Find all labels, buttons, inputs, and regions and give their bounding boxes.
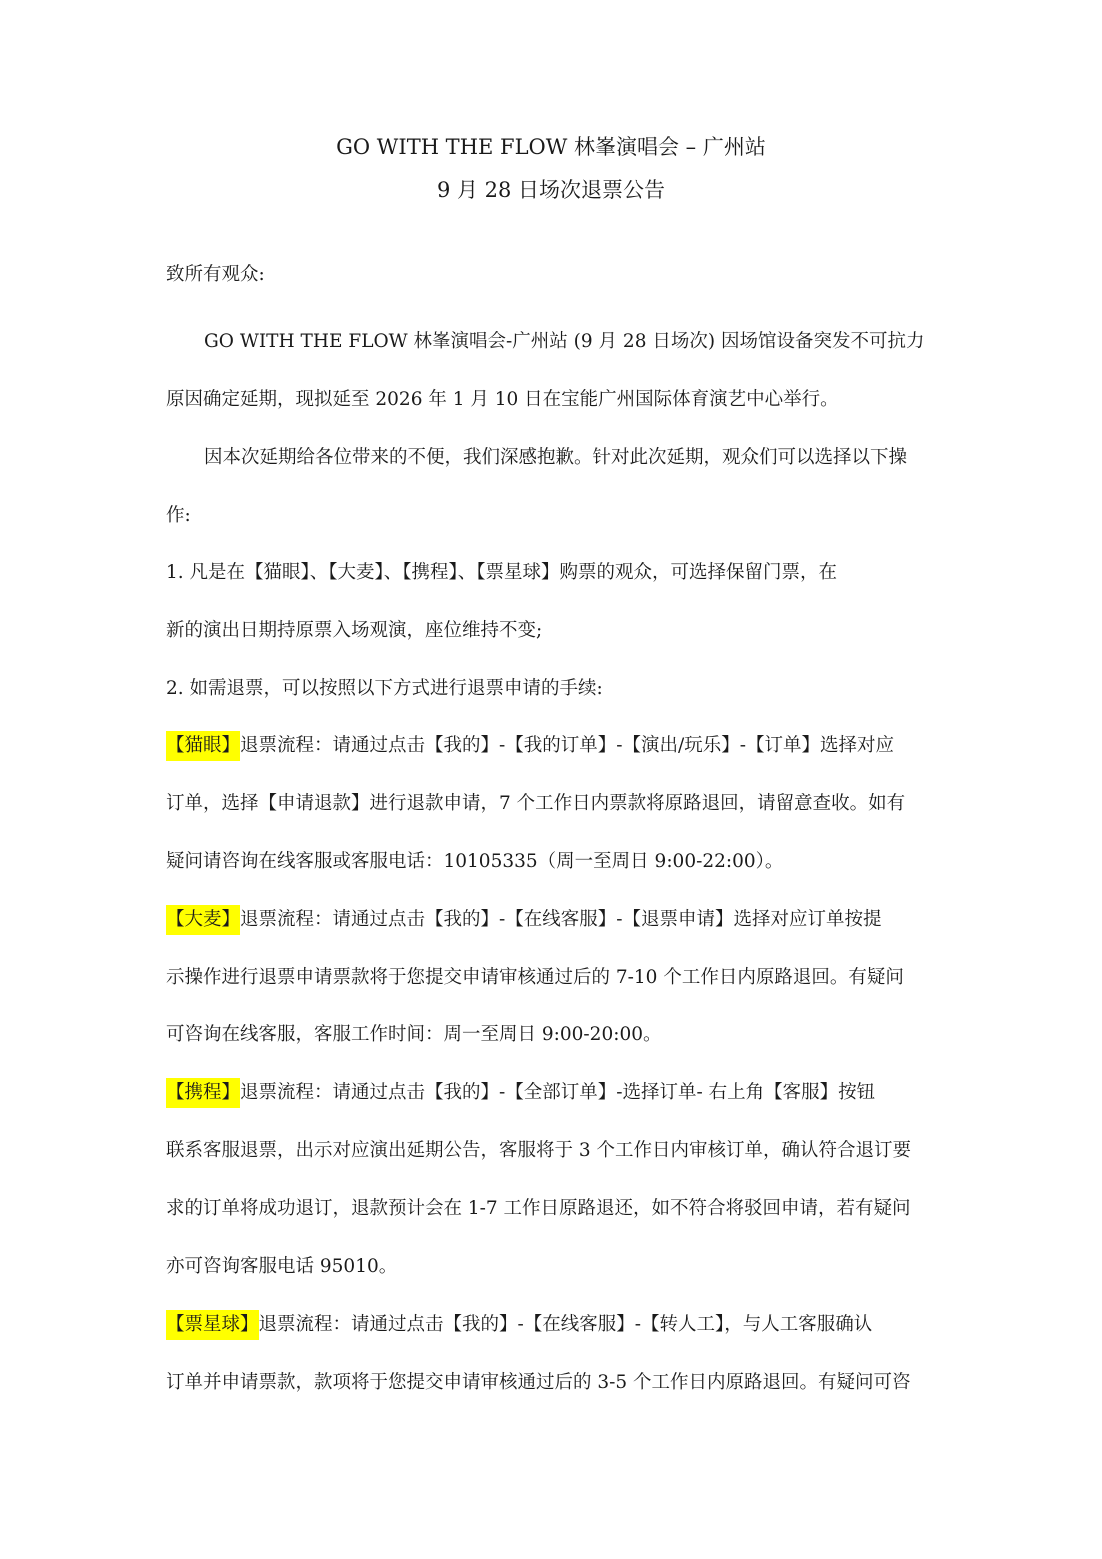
list-item-1-line-2: 新的演出日期持原票入场观演，座位维持不变; xyxy=(166,620,543,641)
piaoxingqiu-line-1 xyxy=(166,1310,936,1340)
salutation: 致所有观众: xyxy=(166,264,265,285)
ctrip-line-2: 联系客服退票，出示对应演出延期公告，客服将于 3 个工作日内审核订单，确认符合退订要 xyxy=(166,1140,912,1161)
maoyan-line-1 xyxy=(166,731,936,761)
maoyan-line-3: 疑问请咨询在线客服或客服电话：10105335（周一至周日 9:00-22:00）。 xyxy=(166,851,784,872)
damai-tag-highlight: 【大麦】 xyxy=(166,905,240,935)
paragraph-1-line-2: 原因确定延期，现拟延至 2026 年 1 月 10 日在宝能广州国际体育演艺中心举行。 xyxy=(166,389,839,410)
document-title: GO WITH THE FLOW 林峯演唱会 – 广州站 xyxy=(336,135,766,159)
paragraph-2-line-1: 因本次延期给各位带来的不便，我们深感抱歉。针对此次延期，观众们可以选择以下操 xyxy=(204,447,908,468)
piaoxingqiu-text-1: 退票流程：请通过点击【我的】-【在线客服】-【转人工】，与人工客服确认 xyxy=(258,1314,873,1335)
paragraph-1-line-1: GO WITH THE FLOW 林峯演唱会-广州站 (9 月 28 日场次) 因场馆设备突发不可抗力 xyxy=(204,331,925,352)
maoyan-line-2: 订单，选择【申请退款】进行退款申请，7 个工作日内票款将原路退回，请留意查收。如有 xyxy=(166,793,906,814)
piaoxingqiu-tag-highlight: 【票星球】 xyxy=(166,1310,259,1340)
piaoxingqiu-line-2: 订单并申请票款，款项将于您提交申请审核通过后的 3-5 个工作日内原路退回。有疑问可咨 xyxy=(166,1372,911,1393)
ctrip-line-1 xyxy=(166,1078,936,1108)
damai-line-3: 可咨询在线客服，客服工作时间：周一至周日 9:00-20:00。 xyxy=(166,1024,662,1045)
damai-text-1: 退票流程：请通过点击【我的】-【在线客服】-【退票申请】选择对应订单按提 xyxy=(240,909,882,930)
ctrip-line-3: 求的订单将成功退订，退款预计会在 1-7 工作日原路退还，如不符合将驳回申请，若有疑问 xyxy=(166,1198,911,1219)
ctrip-text-1: 退票流程：请通过点击【我的】-【全部订单】-选择订单- 右上角【客服】按钮 xyxy=(240,1082,876,1103)
maoyan-tag-highlight: 【猫眼】 xyxy=(166,731,240,761)
list-item-1-line-1: 1. 凡是在【猫眼】、【大麦】、【携程】、【票星球】购票的观众，可选择保留门票，在 xyxy=(166,562,838,583)
maoyan-text-1: 退票流程：请通过点击【我的】-【我的订单】-【演出/玩乐】-【订单】选择对应 xyxy=(240,735,895,756)
list-item-2: 2. 如需退票，可以按照以下方式进行退票申请的手续: xyxy=(166,678,603,699)
ctrip-line-4: 亦可咨询客服电话 95010。 xyxy=(166,1256,398,1277)
document-subtitle: 9 月 28 日场次退票公告 xyxy=(436,178,666,202)
paragraph-2-line-2: 作: xyxy=(166,505,191,526)
ctrip-tag-highlight: 【携程】 xyxy=(166,1078,240,1108)
damai-line-1 xyxy=(166,905,936,935)
damai-line-2: 示操作进行退票申请票款将于您提交申请审核通过后的 7-10 个工作日内原路退回。有疑问 xyxy=(166,967,904,988)
